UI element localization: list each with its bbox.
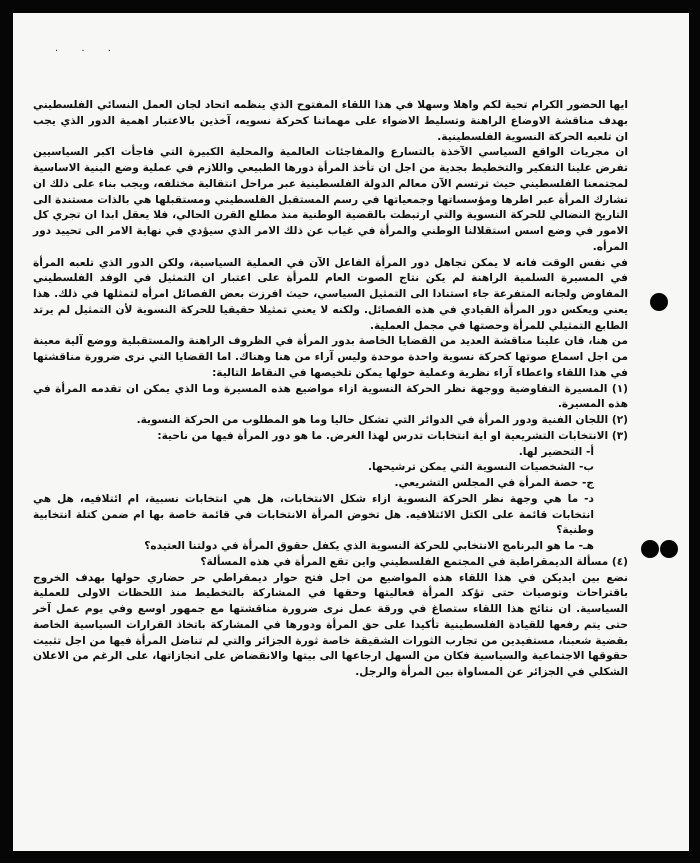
sub-item: ج- حصة المرأة في المجلس التشريعي.	[394, 477, 594, 489]
paragraph-greeting: ايها الحضور الكرام تحية لكم واهلا وسهلا في هذا اللقاء المفتوح الذي ينظمه اتحاد لجان العمل النسائي الفلسطيني بهدف مناقشة الاوضاع الراهنة وتسليط الاضواء على مهماتنا كحركة نسويه، آخذين بالاعتبار اهمية الدور الذي يجب ان تلعبه الحركة النسوية الفلسطينية.	[33, 99, 628, 143]
punch-hole	[641, 540, 659, 558]
list-item: (٣) الانتخابات التشريعية او اية انتخابات تدرس لهذا الغرض. ما هو دور المرأة فيها من ناحية:	[157, 429, 628, 442]
document-page	[13, 13, 689, 851]
sub-item: د- ما هي وجهة نظر الحركة النسوية ازاء شكل الانتخابات، هل هي انتخابات نسبية، ام ائتلافيه، هل هي انتخابات قائمة على الكتل الائتلافيه. هل تخوض المرأة الانتخابات في قائمة خاصة بها ام ضمن كتلة انتخابية وطنية؟	[33, 492, 594, 537]
paragraph-closing: نضع بين ايديكن في هذا اللقاء هذه المواضيع من اجل فتح حوار ديمقراطي حر حضاري حولها بهدف الخروج باقتراحات وتوصيات حتى تؤكد المرأة فعاليتها وحقها في المشاركة بالتخطيط منذ اللحظات الاولى للعملية السياسية. ان نتائج هذا اللقاء ستصاغ في ورقة عمل نرى ضرورة مناقشتها مع جمهور اوسع وفي يوم عمل آخر حتى يتم رفعها للقيادة الفلسطينية تأكيدا على حق المرأة ودورها في المشاركة باتخاذ القرارات السياسية الخاصة بقضية شعبنا، مستفيدين من تجارب الثورات الشقيقة خاصة ثورة الجزائر والتي لم تناضل المرأة فيها من اجل تثبيت حقوقها الاجتماعية والسياسية فكان من السهل ارجاعها الى بيتها والانقضاض على انجازاتها، على الرغم من الاعلان الشكلي في الجزائر عن المساواة بين المرأة والرجل.	[33, 571, 628, 678]
sub-item-list	[33, 445, 628, 555]
document-body	[33, 98, 628, 681]
sub-item: هـ- ما هو البرنامج الانتخابي للحركة النسوية الذي يكفل حقوق المرأة في دولتنا العتيده؟	[144, 540, 594, 552]
list-item: (١) المسيرة التفاوضية ووجهة نظر الحركة النسوية ازاء مواضيع هذه المسيرة وما الذي يمكن ان تقدمه المرأة في هذه المسيرة.	[33, 382, 628, 411]
paragraph-women-role: في نفس الوقت فانه لا يمكن تجاهل دور المرأة الفاعل الآن في العملية السياسية، ولكن الدور الذي تلعبه المرأة في المسيرة السلمية الراهنة لم يكن نتاج الصوت العام للمرأة على اعتبار ان التمثيل في الوفد الفلسطيني المفاوض ولجانه المتفرعة جاء استنادا الى التمثيل السياسي، حيث افرزت بعض الفصائل امرأه لتمثلها في ذلك. هذا يعني ويعكس دور المرأة القيادي في هذه الفصائل. ولكنه لا يعني تمثيلا حقيقيا للحركة النسوية لأن التمثيل لم يرتد الطابع التمثيلي للمرأة وحصتها في مجمل العملية.	[33, 256, 628, 332]
issues-list	[33, 382, 628, 445]
list-item: (٢) اللجان الفنية ودور المرأة في الدوائر التي تشكل حاليا وما هو المطلوب من الحركة النسوية.	[136, 414, 628, 426]
page-dots: . . .	[55, 43, 121, 54]
paragraph-political-context: ان مجريات الواقع السياسي الآخذة بالتسارع والمفاجئات العالمية والمحلية الكبيرة التي فاجأت اكبر السياسيين تفرض علينا التفكير والتخطيط بجدية من اجل ان تأخذ المرأة دورها الطبيعي واللازم في عملية وضع البنية الاساسية لمجتمعنا الفلسطيني حيث ترتسم الآن معالم الدولة الفلسطينية عبر مراحل انتقالية مختلفه، ويجب بناء على ذلك ان تشارك المرأة عبر اطرها ومؤسساتها وجمعياتها في رسم المستقبل الفلسطيني ومستقبلها هي بالذات مستندة الى التاريخ النضالي للحركة النسوية والتي ارتبطت بالقضية الوطنية منذ مطلع القرن الحالي، فلا يعقل ابدا ان تجري كل الامور في وضع اسس استقلالنا الوطني والمرأة في غياب عن ذلك الامر الذي سيؤدي في نهاية الامر الى تحييد دور المرأه.	[33, 146, 628, 253]
sub-item: ب- الشخصيات النسوية التي يمكن ترشيحها.	[367, 461, 594, 474]
list-item: (٤) مسألة الديمقراطية في المجتمع الفلسطيني واين تقع المرأة في هذه المسألة؟	[200, 555, 628, 568]
punch-hole	[650, 293, 668, 311]
punch-hole	[660, 540, 678, 558]
sub-item: أ- التحضير لها.	[518, 445, 594, 458]
paragraph-issues-intro: من هنا، فان علينا مناقشة العديد من القضايا الخاصة بدور المرأة في الظروف الراهنة والمستقبلية ووضع آلية معينة من اجل اسماع صوتها كحركة نسوية واحدة موحدة وليس آراء من هنا وهناك. اما القضايا التي نرى ضرورة مناقشتها في هذا اللقاء واعطاء آراء نظرية وعملية حولها يمكن تلخيصها في النقاط التالية:	[33, 335, 628, 379]
issues-list-continued	[33, 555, 628, 571]
